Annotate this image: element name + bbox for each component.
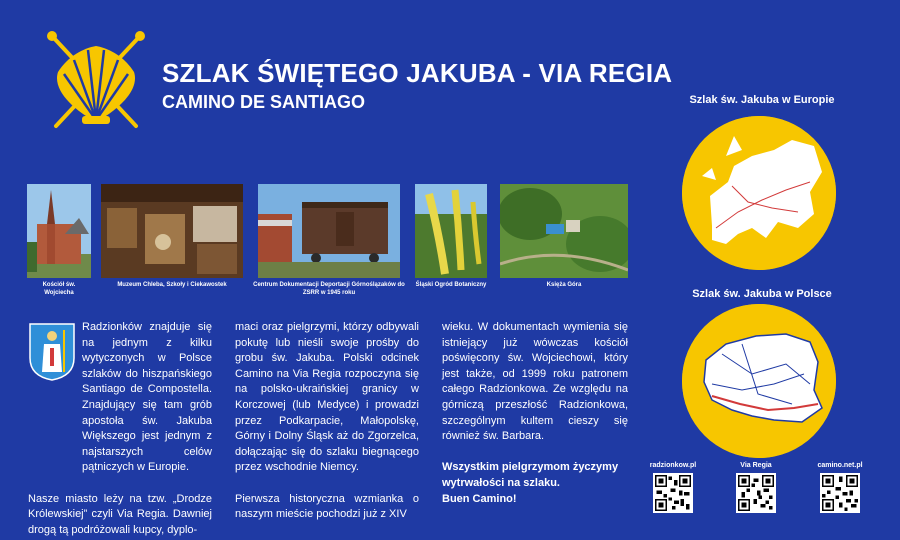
photo-caption: Księża Góra [546, 282, 582, 288]
text-column-3 [442, 320, 628, 507]
photo-caption: Centrum Dokumentacji Deportacji Górnoślązaków do ZSRR w 1945 roku [253, 282, 405, 296]
qr-code-icon[interactable] [653, 473, 693, 513]
scallop-shell-logo-icon [44, 30, 148, 132]
photo-botanic-garden [415, 184, 487, 278]
photo-museum [101, 184, 243, 278]
photo-deportation-center [258, 184, 400, 278]
qr-label: camino.net.pl [817, 462, 863, 469]
page-title: SZLAK ŚWIĘTEGO JAKUBA - VIA REGIA [162, 58, 673, 88]
text-column-1 [28, 320, 212, 540]
paragraph: Radzionków znajduje się na jednym z kilku wytyczonych w Polsce szlaków do hiszpańskiego Santiago de Compostella. Znajdujący się tam grób apostoła św. Jakuba Większego jest jednym z najstarszych celów pątniczych w Europie. [82, 321, 212, 474]
europe-map-title: Szlak św. Jakuba w Europie [689, 94, 835, 106]
paragraph: wieku. W dokumentach wymienia się istniejący już wówczas kościół poświęcony św. Wojciechowi, który jest także, od 1999 roku patronem całego Radzionkowa. Ze względu na górniczą przeszłość Radzionkowa, szczególnym kultem cieszy się również św. Barbara. [442, 321, 628, 443]
qr-code-icon[interactable] [820, 473, 860, 513]
poland-map [682, 304, 836, 458]
paragraph: Pierwsza historyczna wzmianka o naszym mieście pochodzi już z XIV [235, 492, 419, 521]
page-subtitle: CAMINO DE SANTIAGO [162, 92, 366, 112]
qr-label: Via Regia [740, 462, 772, 469]
text-column-2 [235, 320, 419, 538]
qr-label: radzionkow.pl [649, 462, 697, 469]
photo-ksieza-gora [500, 184, 628, 278]
greeting-line: Wszystkim pielgrzymom życzymy wytrwałości na szlaku. [442, 461, 619, 489]
greeting-line: Buen Camino! [442, 492, 517, 505]
paragraph: Nasze miasto leży na tzw. „Drodze Królewskiej” czyli Via Regia. Dawniej drogą tą podróżowali kupcy, dyplo- [28, 492, 212, 536]
poland-map-title: Szlak św. Jakuba w Polsce [692, 288, 832, 300]
greeting [442, 460, 628, 507]
photo-church [27, 184, 91, 278]
photo-caption: Kościół św. Wojciecha [42, 282, 76, 296]
photo-caption: Śląski Ogród Botaniczny [415, 282, 487, 288]
photo-caption: Muzeum Chleba, Szkoły i Ciekawostek [117, 282, 227, 288]
qr-code-icon[interactable] [736, 473, 776, 513]
europe-map [682, 116, 836, 270]
paragraph: maci oraz pielgrzymi, którzy odbywali pokutę lub nieśli swoje prośby do grobu św. Jakuba. Polski odcinek Camino na Via Regia rozpoczyna się na polsko-ukraińskiej granicy w Korczowej (lub Medyce) i prowadzi przez Podkarpacie, Małopolskę, Górny i Dolny Śląsk aż do Zgorzelca, dołączając się do szlaku biegnącego przez wschodnie Niemcy. [235, 321, 419, 474]
